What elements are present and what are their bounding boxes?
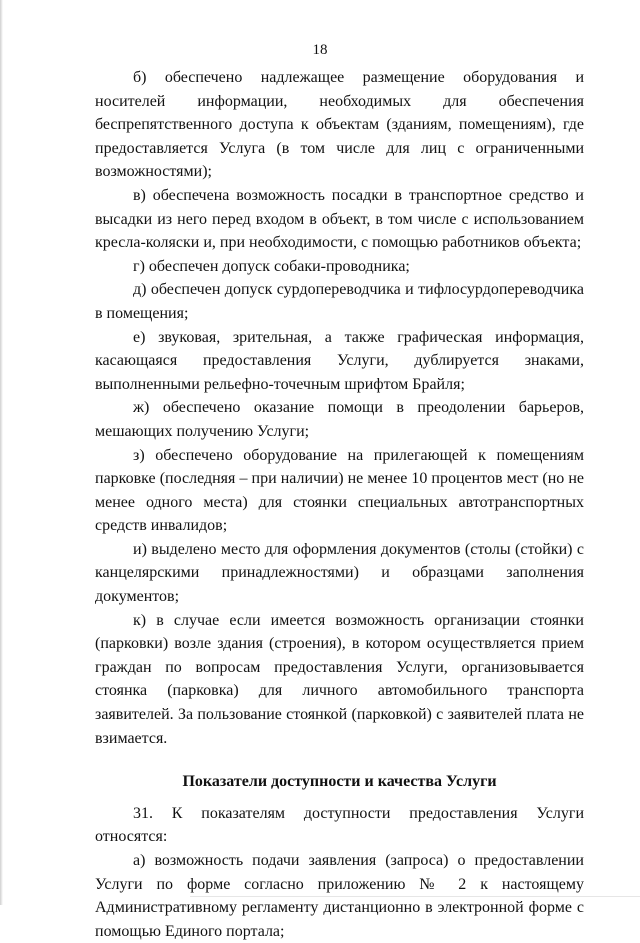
scan-edge-shadow <box>0 0 3 905</box>
paragraph-zh: ж) обеспечено оказание помощи в преодолении барьеров, мешающих получению Услуги; <box>95 399 584 440</box>
paragraph-k: к) в случае если имеется возможность организации стоянки (парковки) возле здания (строения), в котором осуществляется прием граждан по вопросам предоставления Услуги, организовывается стоянка (парковка) для личного автомобильного транспорта заявителей. За пользование стоянкой (парковкой) с заявителей плата не взимается. <box>95 611 584 747</box>
paragraph-z: з) обеспечено оборудование на прилегающей к помещениям парковке (последняя – при наличии) не менее 10 процентов мест (но не менее одного места) для стоянки специальных автотранспортных средств инвалидов; <box>95 446 584 535</box>
paragraph-d: д) обеспечен допуск сурдопереводчика и тифлосурдопереводчика в помещения; <box>95 281 584 322</box>
paragraph-31: 31. К показателям доступности предоставления Услуги относятся: <box>95 804 584 846</box>
paragraph-g: г) обеспечен допуск собаки-проводника; <box>133 257 410 275</box>
page-number: 18 <box>312 42 328 58</box>
paragraph-b: б) обеспечено надлежащее размещение оборудования и носителей информации, необходимых для обеспечения беспрепятственного доступа к объектам (зданиям, помещениям), где предоставляется Услуга (в том числе для лиц с ограниченными возможностями); <box>95 69 584 181</box>
paragraph-i: и) выделено место для оформления документов (столы (стойки) с канцелярскими принадлежностями) и образцами заполнения документов; <box>95 540 584 606</box>
scan-bottom-line <box>190 896 640 897</box>
paragraph-v: в) обеспечена возможность посадки в транспортное средство и высадки из него перед входом в объект, в том числе с использованием кресла-коляски и, при необходимости, с помощью работников объекта; <box>95 186 584 252</box>
paragraph-e: е) звуковая, зрительная, а также графическая информация, касающаяся предоставления Услуги, дублируется знаками, выполненными рельефно-точечным шрифтом Брайля; <box>95 328 584 393</box>
section-heading: Показатели доступности и качества Услуги <box>182 773 497 791</box>
paragraph-a: а) возможность подачи заявления (запроса) о предоставлении Услуги по форме согласно приложению № 2 к настоящему Административному регламенту дистанционно в электронной форме с помощью Единого портала; <box>95 852 584 940</box>
document-body <box>95 66 584 943</box>
